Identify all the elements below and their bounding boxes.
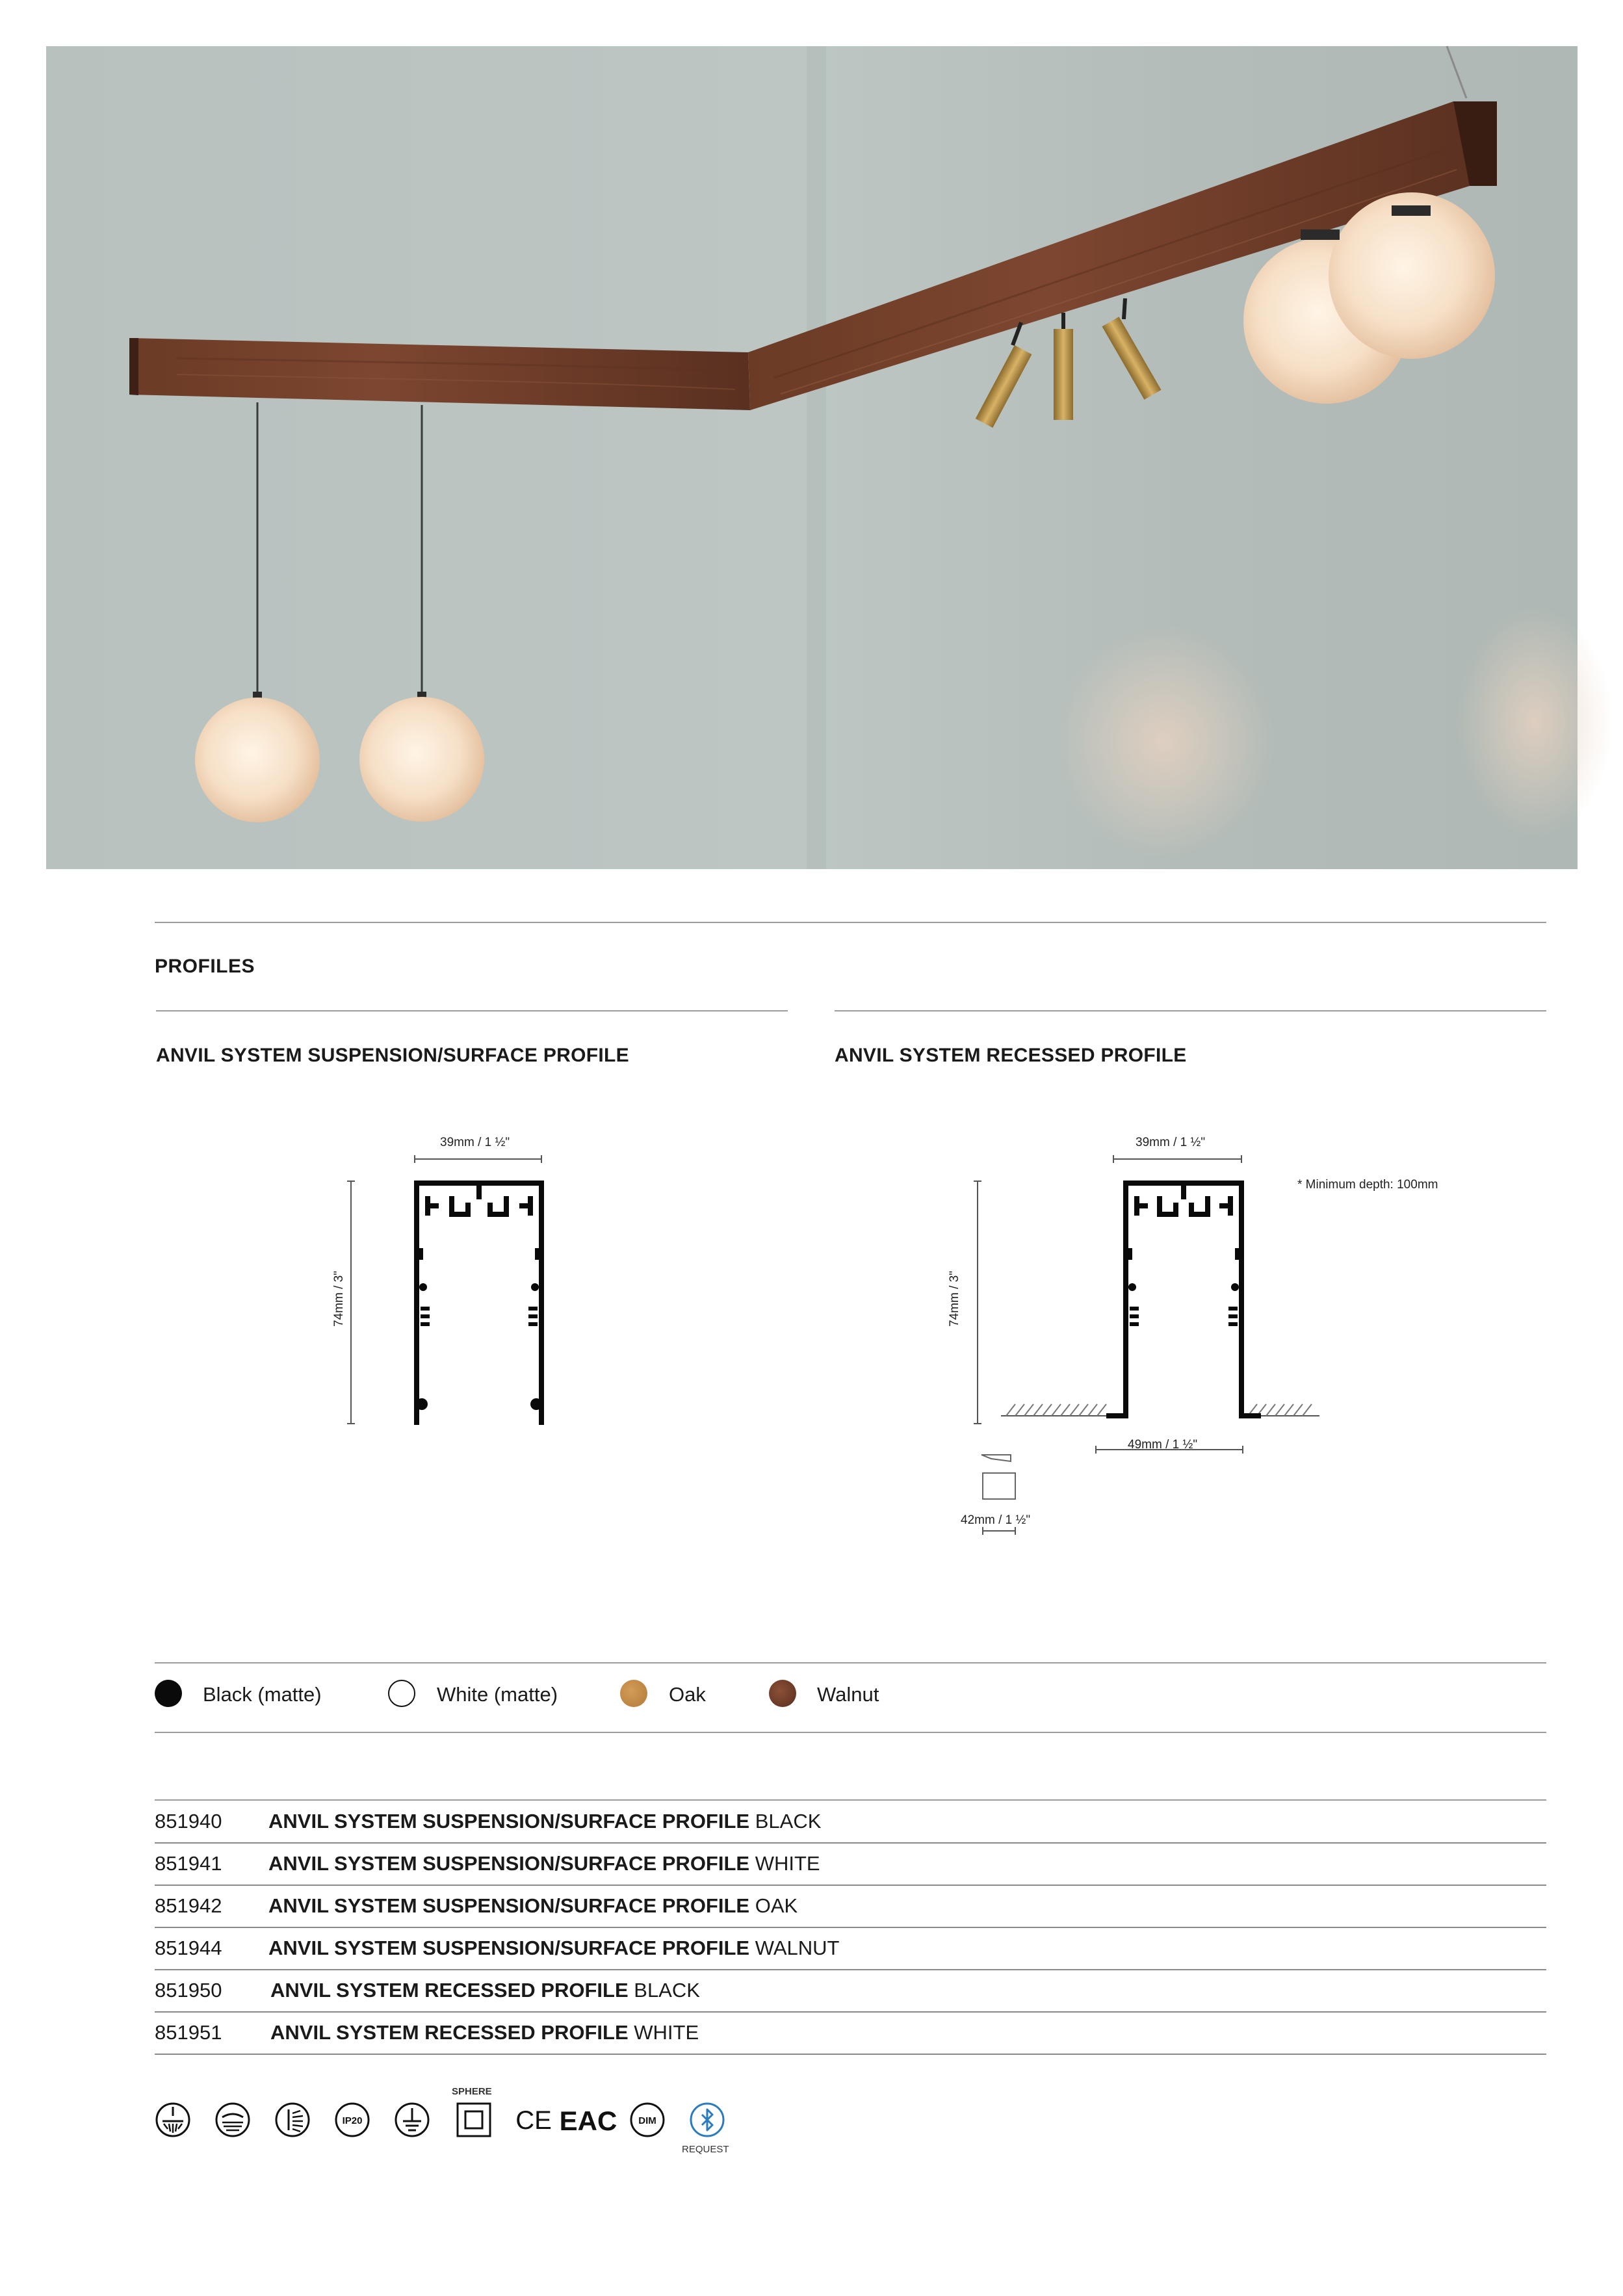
product-finish: OAK — [755, 1894, 798, 1917]
left-height-dimension: 74mm / 3" — [332, 1271, 346, 1327]
finishes-row — [155, 1678, 1546, 1717]
finishes-top-divider — [155, 1662, 1546, 1663]
product-code: 851951 — [155, 2021, 222, 2044]
product-name — [268, 1810, 821, 1833]
product-code: 851944 — [155, 1937, 222, 1959]
pendant-lights-photo — [46, 46, 1578, 869]
finish-label-oak: Oak — [669, 1683, 706, 1706]
product-name-text: ANVIL SYSTEM SUSPENSION/SURFACE PROFILE — [268, 1810, 750, 1833]
ip20-rating-icon — [334, 2102, 370, 2138]
finish-swatch-walnut — [769, 1680, 796, 1707]
product-finish: WALNUT — [755, 1937, 840, 1959]
bottom-width-dimension: 49mm / 1 ½" — [1128, 1438, 1198, 1452]
product-name-text: ANVIL SYSTEM SUSPENSION/SURFACE PROFILE — [268, 1894, 750, 1917]
finish-label-black: Black (matte) — [203, 1683, 322, 1706]
profiles-heading: PROFILES — [155, 956, 255, 977]
product-name-text: ANVIL SYSTEM RECESSED PROFILE — [270, 2021, 629, 2044]
eac-mark-icon — [559, 2102, 617, 2138]
dimmable-icon — [629, 2102, 666, 2138]
left-width-dimension: 39mm / 1 ½" — [440, 1136, 510, 1149]
product-finish: BLACK — [755, 1810, 822, 1833]
right-profile-title: ANVIL SYSTEM RECESSED PROFILE — [835, 1045, 1187, 1066]
finish-label-walnut: Walnut — [817, 1683, 879, 1706]
eac-text: EAC — [559, 2106, 617, 2136]
sphere-caption: SPHERE — [452, 2086, 492, 2097]
product-code: 851950 — [155, 1979, 222, 2002]
ce-text: CE — [515, 2106, 552, 2135]
finish-swatch-oak — [620, 1680, 647, 1707]
product-code: 851941 — [155, 1852, 222, 1875]
right-width-dimension: 39mm / 1 ½" — [1136, 1136, 1206, 1149]
left-profile-divider — [156, 1010, 788, 1011]
product-name — [270, 2021, 699, 2044]
product-name — [268, 1937, 839, 1960]
table-row — [155, 1801, 1546, 1844]
table-row — [155, 1885, 1546, 1928]
finishes-bottom-divider — [155, 1732, 1546, 1733]
finish-swatch-black — [155, 1680, 182, 1707]
hero-product-photo — [46, 46, 1578, 869]
product-finish: WHITE — [634, 2021, 699, 2044]
table-row — [155, 2012, 1546, 2055]
ground-icon — [394, 2102, 430, 2138]
class-ii-icon — [456, 2102, 492, 2138]
right-height-dimension: 74mm / 3" — [948, 1271, 961, 1327]
product-name-text: ANVIL SYSTEM SUSPENSION/SURFACE PROFILE — [268, 1937, 750, 1959]
bluetooth-icon — [689, 2102, 725, 2138]
product-name — [268, 1852, 820, 1875]
finish-swatch-white — [388, 1680, 415, 1707]
dim-text: DIM — [638, 2115, 656, 2126]
suspension-profile-cross-section — [325, 1131, 598, 1430]
ip-rating-text: IP20 — [342, 2115, 363, 2126]
cutout-dimension: 42mm / 1 ½" — [961, 1513, 1031, 1527]
directional-light-icon — [274, 2102, 311, 2138]
request-caption: REQUEST — [682, 2144, 729, 2155]
table-row — [155, 1843, 1546, 1886]
product-finish: WHITE — [755, 1852, 820, 1875]
minimum-depth-note: * Minimum depth: 100mm — [1297, 1178, 1438, 1192]
ceiling-light-icon — [155, 2102, 191, 2138]
finish-label-white: White (matte) — [437, 1683, 558, 1706]
product-name-text: ANVIL SYSTEM SUSPENSION/SURFACE PROFILE — [268, 1852, 750, 1875]
product-name — [270, 1979, 700, 2002]
table-row — [155, 1927, 1546, 1970]
table-row — [155, 1970, 1546, 2013]
wide-beam-icon — [214, 2102, 251, 2138]
suspension-profile-drawing — [325, 1131, 598, 1430]
product-code: 851940 — [155, 1810, 222, 1833]
product-name-text: ANVIL SYSTEM RECESSED PROFILE — [270, 1979, 629, 2002]
product-finish: BLACK — [634, 1979, 700, 2002]
product-name — [268, 1894, 798, 1918]
right-profile-divider — [835, 1010, 1546, 1011]
left-profile-title: ANVIL SYSTEM SUSPENSION/SURFACE PROFILE — [156, 1045, 629, 1066]
ce-mark-icon — [513, 2102, 554, 2138]
product-code: 851942 — [155, 1894, 222, 1917]
section-divider — [155, 922, 1546, 923]
